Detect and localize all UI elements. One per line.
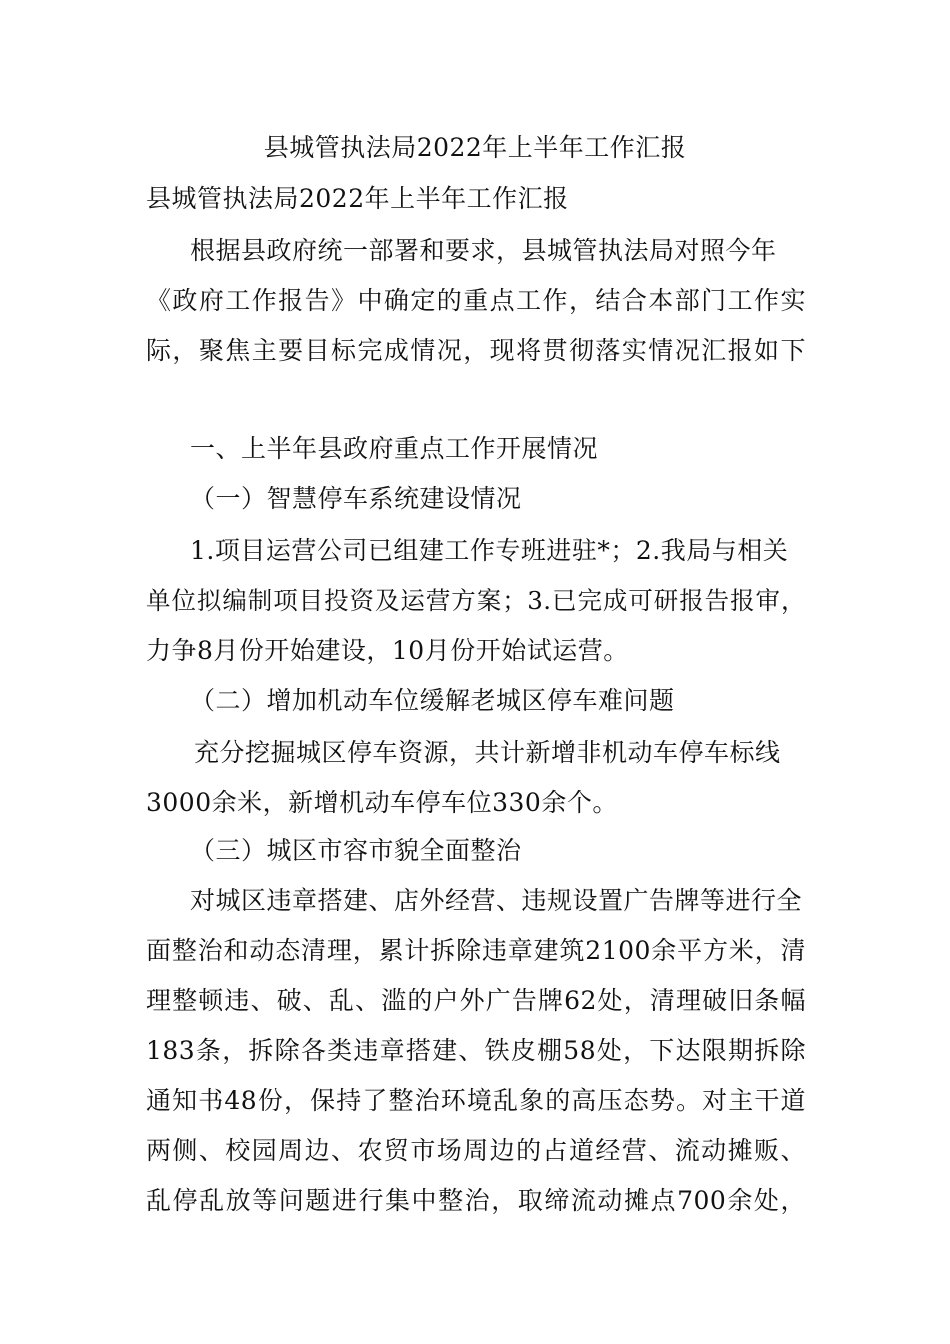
sub2-line-2: 3000余米，新增机动车停车位330余个。 (146, 788, 618, 817)
document-subtitle: 县城管执法局2022年上半年工作汇报 (146, 184, 569, 213)
subsection-heading-1: （一）智慧停车系统建设情况 (190, 484, 522, 513)
document-title: 县城管执法局2022年上半年工作汇报 (263, 133, 687, 162)
intro-line-3: 际，聚焦主要目标完成情况，现将贯彻落实情况汇报如下 (146, 336, 806, 365)
intro-line-2: 《政府工作报告》中确定的重点工作，结合本部门工作实 (146, 286, 806, 315)
sub3-line-5: 通知书48份，保持了整治环境乱象的高压态势。对主干道 (146, 1086, 806, 1115)
sub3-line-2: 面整治和动态清理，累计拆除违章建筑2100余平方米，清 (146, 936, 806, 965)
sub1-line-1: 1.项目运营公司已组建工作专班进驻*；2.我局与相关 (190, 536, 789, 565)
sub3-line-1: 对城区违章搭建、店外经营、违规设置广告牌等进行全 (190, 886, 803, 915)
section-heading-1: 一、上半年县政府重点工作开展情况 (190, 434, 599, 463)
sub2-line-1: 充分挖掘城区停车资源，共计新增非机动车停车标线 (194, 738, 781, 767)
intro-line-1: 根据县政府统一部署和要求，县城管执法局对照今年 (190, 236, 777, 265)
subsection-heading-3: （三）城区市容市貌全面整治 (190, 836, 522, 865)
sub3-line-6: 两侧、校园周边、农贸市场周边的占道经营、流动摊贩、 (146, 1136, 806, 1165)
sub1-line-2: 单位拟编制项目投资及运营方案；3.已完成可研报告报审， (146, 586, 806, 615)
subsection-heading-2: （二）增加机动车位缓解老城区停车难问题 (190, 686, 675, 715)
sub1-line-3: 力争8月份开始建设，10月份开始试运营。 (146, 636, 629, 665)
sub3-line-7: 乱停乱放等问题进行集中整治，取缔流动摊点700余处， (146, 1186, 806, 1215)
sub3-line-3: 理整顿违、破、乱、滥的户外广告牌62处，清理破旧条幅 (146, 986, 806, 1015)
sub3-line-4: 183条，拆除各类违章搭建、铁皮棚58处，下达限期拆除 (146, 1036, 806, 1065)
